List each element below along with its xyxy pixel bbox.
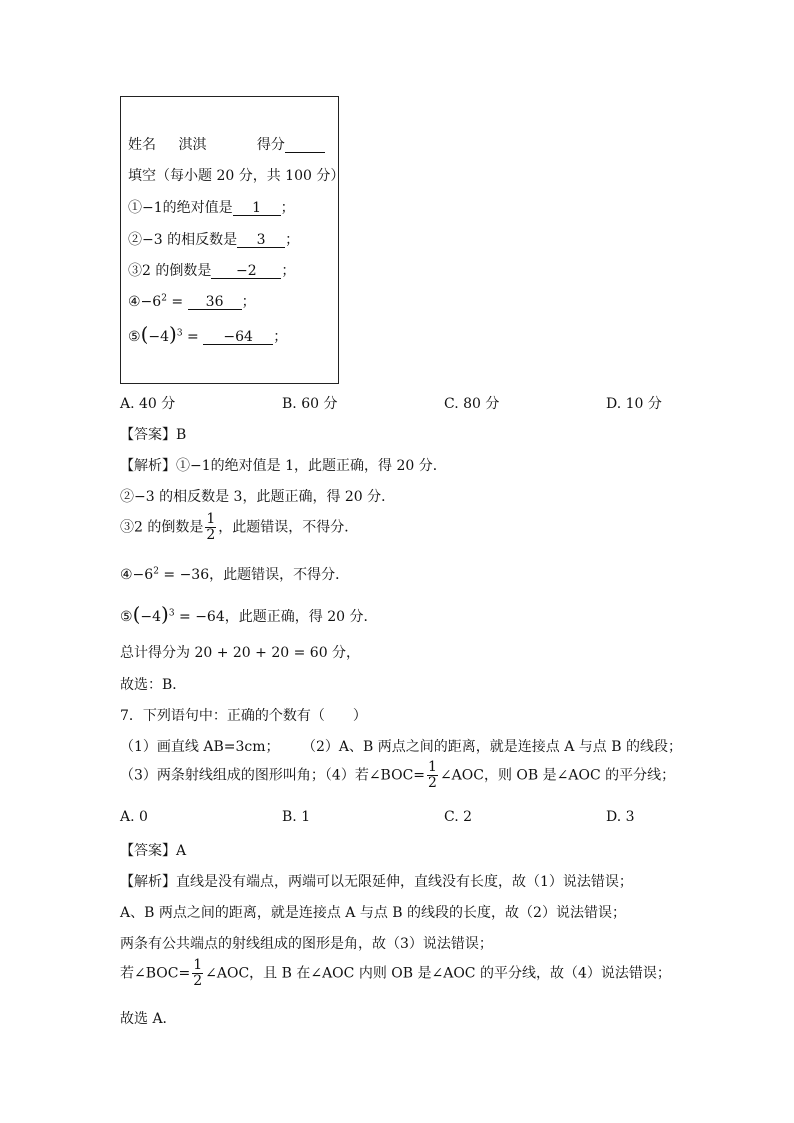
q6-line4-suffix: = −36，此题错误，不得分． <box>158 567 350 583</box>
q3-sep: ； <box>281 263 296 279</box>
q7-s3-suffix: ∠AOC，则 OB 是∠AOC 的平分线； <box>439 767 676 784</box>
q7-statement-2: （2）A、B 两点之间的距离，就是连接点 A 与点 B 的线段； <box>302 739 682 755</box>
q6-line3-suffix: ，此题错误，不得分． <box>218 519 359 536</box>
q7-option-b: B. 1 <box>282 809 311 825</box>
q7-analysis-label: 【解析】 <box>120 874 176 890</box>
score-blank <box>285 138 325 153</box>
q6-answer-label: 【答案】 <box>120 427 176 443</box>
q7-analysis-line5: 故选 A． <box>120 1011 177 1027</box>
q7-analysis-line1 <box>120 871 633 891</box>
fraction-numerator: 1 <box>428 759 437 775</box>
q7-statement-3-4 <box>120 760 675 791</box>
q6-analysis-line5: $⑤(-4)^3 = -64$，此题正确，得 20 分． <box>120 602 378 626</box>
score-label: 得分 <box>256 137 285 153</box>
q1-sep: ； <box>280 200 295 216</box>
quiz-q1 <box>128 197 295 217</box>
q2-prefix: ②−3 的相反数是 <box>128 232 238 248</box>
q6-analysis-line4: $④-6^2 = -36$，此题错误，不得分． <box>120 566 350 583</box>
q2-sep: ； <box>285 232 300 248</box>
q7-answer-label: 【答案】 <box>120 843 176 859</box>
name-row <box>128 134 325 154</box>
q6-analysis-label: 【解析】 <box>120 458 176 474</box>
q7-stem: 7．下列语句中：正确的个数有（ ） <box>120 708 367 724</box>
q4-answer: 36 <box>188 295 242 310</box>
q6-line3-fraction <box>205 512 216 543</box>
quiz-title: 填空（每小题 20 分，共 100 分） <box>128 168 345 184</box>
q6-option-a: A. 40 分 <box>120 396 176 412</box>
q7-a4-prefix: 若∠BOC= <box>120 965 191 982</box>
fraction-denominator: 2 <box>193 973 203 989</box>
q7-option-d: D. 3 <box>606 809 635 825</box>
q7-answer <box>120 840 186 860</box>
q1-answer: 1 <box>233 201 281 216</box>
q6-option-c: C. 80 分 <box>444 396 500 412</box>
name-value: 淇淇 <box>178 137 207 153</box>
q7-s3-text: （3）两条射线组成的图形叫角；（4）若∠BOC= <box>120 767 426 784</box>
q7-a4-suffix: ∠AOC，且 B 在∠AOC 内则 OB 是∠AOC 的平分线，故（4）说法错误； <box>205 965 671 982</box>
q5-sep: ； <box>273 329 288 345</box>
quiz-q3 <box>128 260 295 280</box>
q7-statement-1: （1）画直线 AB=3cm； <box>120 739 280 755</box>
fraction-numerator: 1 <box>193 957 203 973</box>
fraction-numerator: 1 <box>206 511 216 527</box>
q7-a4-fraction <box>192 958 203 989</box>
q7-s3-fraction <box>427 760 438 791</box>
q5-prefix: ⑤ <box>128 329 141 345</box>
q6-line3-prefix: ③2 的倒数是 <box>120 519 204 536</box>
name-label: 姓名 <box>128 137 156 153</box>
q7-option-a: A. 0 <box>120 809 148 825</box>
fraction-denominator: 2 <box>206 527 216 543</box>
q7-option-c: C. 2 <box>444 809 473 825</box>
q6-analysis-line7: 故选：B． <box>120 677 187 693</box>
q6-option-b: B. 60 分 <box>282 396 338 412</box>
q6-line1-text: ①−1的绝对值是 1，此题正确，得 20 分． <box>176 458 447 474</box>
q4-prefix: ④−6 <box>128 294 162 310</box>
quiz-q4: $④-6^2 = 36$ ； <box>128 293 256 310</box>
fraction-denominator: 2 <box>428 775 437 791</box>
q2-answer: 3 <box>237 233 285 248</box>
q3-prefix: ③2 的倒数是 <box>128 263 212 279</box>
q6-analysis-line3 <box>120 512 358 543</box>
q6-analysis-line2: ②−3 的相反数是 3，此题正确，得 20 分． <box>120 489 396 505</box>
q1-prefix: ①−1的绝对值是 <box>128 200 233 216</box>
q6-line4-prefix: ④−6 <box>120 567 154 583</box>
q6-answer <box>120 424 186 444</box>
q3-answer: −2 <box>211 264 281 279</box>
q6-analysis-line1 <box>120 455 447 475</box>
q7-analysis-line3: 两条有公共端点的射线组成的图形是角，故（3）说法错误； <box>120 936 493 952</box>
q6-analysis-line6: 总计得分为 20 + 20 + 20 = 60 分， <box>120 645 361 661</box>
q4-sep: ； <box>241 294 256 310</box>
q7-analysis-line2: A、B 两点之间的距离，就是连接点 A 与点 B 的线段的长度，故（2）说法错误； <box>120 905 626 921</box>
q6-option-d: D. 10 分 <box>606 396 662 412</box>
q6-answer-value: B <box>176 427 187 443</box>
q7-answer-value: A <box>176 843 187 859</box>
q5-answer: −64 <box>203 330 273 345</box>
q6-line5-suffix: = −64，此题正确，得 20 分． <box>174 609 378 625</box>
q7-analysis-line4 <box>120 958 671 989</box>
quiz-q5: $⑤(-4)^3 = -64$ ； <box>128 322 288 346</box>
quiz-q2 <box>128 229 299 249</box>
q7-a1-text: 直线是没有端点，两端可以无限延伸，直线没有长度，故（1）说法错误； <box>176 874 633 890</box>
